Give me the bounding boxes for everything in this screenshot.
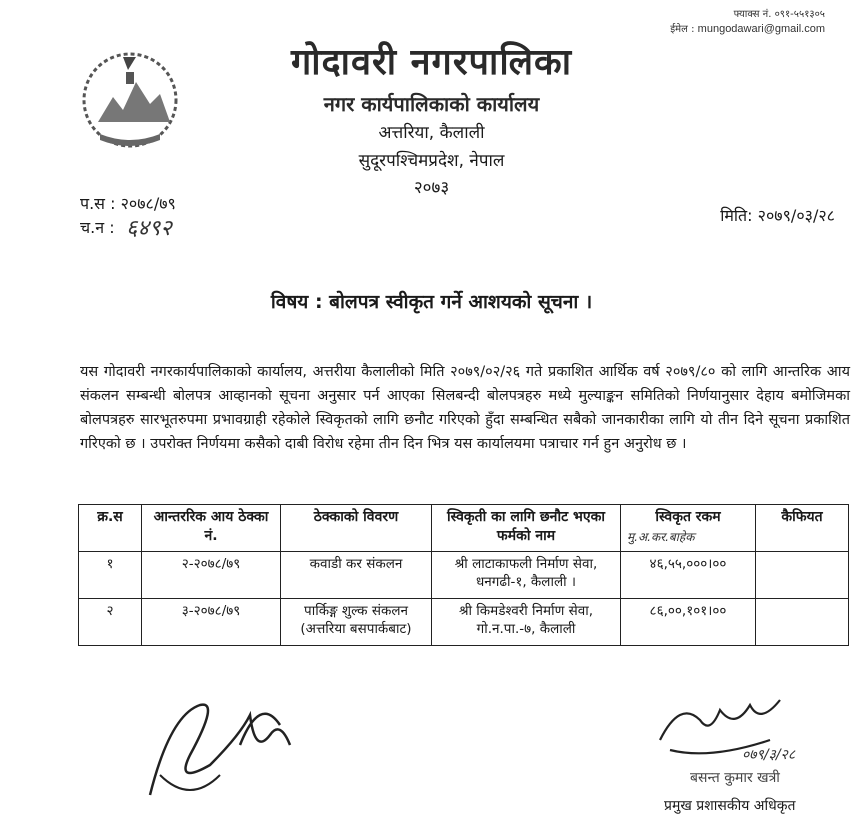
email-label: ईमेल :: [670, 24, 695, 35]
header-description: ठेक्काको विवरण: [281, 505, 432, 552]
signature-left-icon: [130, 675, 330, 815]
email-address: mungodawari@gmail.com: [697, 23, 825, 35]
page-title: गोदावरी नगरपालिका: [290, 42, 573, 83]
amount-handwritten-note: मु.अ.कर.बाहेक: [627, 530, 695, 544]
fax-number: फ्याक्स नं. ०९१-५५१३०५: [733, 9, 825, 20]
signer-name: बसन्त कुमार खत्री: [690, 770, 780, 786]
chalani-number: ६४९२: [126, 216, 172, 241]
subject-line: विषय : बोलपत्र स्वीकृत गर्ने आशयको सूचना ।: [270, 291, 593, 313]
cell-serial: १: [79, 552, 142, 599]
header-serial: क्र.स: [79, 505, 142, 552]
cell-remarks: [756, 552, 849, 599]
header-remarks: कैफियत: [756, 505, 849, 552]
address-line-2: सुदूरपश्चिमप्रदेश, नेपाल: [358, 151, 505, 171]
signature-date: ०७९/३/२८: [742, 747, 796, 763]
signer-title: प्रमुख प्रशासकीय अधिकृत: [664, 798, 796, 814]
cell-contract-no: २-२०७८/७९: [142, 552, 281, 599]
ps-value: २०७८/७९: [120, 194, 176, 213]
established-year: २०७३: [413, 178, 450, 198]
chalani-label: च.न :: [80, 218, 115, 237]
address-line-1: अत्तरिया, कैलाली: [378, 123, 485, 143]
contact-block: [670, 8, 825, 37]
cell-amount: ८६,००,१०१।००: [621, 599, 756, 646]
header-contract-no: आन्तररिक आय ठेक्का नं.: [142, 505, 281, 552]
cell-amount: ४६,५५,०००।००: [621, 552, 756, 599]
table-header-row: [79, 505, 849, 552]
cell-serial: २: [79, 599, 142, 646]
office-subtitle: नगर कार्यपालिकाको कार्यालय: [323, 92, 540, 116]
cell-description: कवाडी कर संकलन: [281, 552, 432, 599]
signature-right-icon: [650, 690, 830, 770]
table-row: [79, 552, 849, 599]
patra-sankhya: [80, 192, 176, 214]
header-amount: स्विकृत रकम: [621, 505, 756, 552]
header-firm-name: स्विकृती का लागि छनौट भएका फर्मको नाम: [432, 505, 621, 552]
table-row: [79, 599, 849, 646]
cell-remarks: [756, 599, 849, 646]
ps-label: प.स :: [80, 194, 116, 213]
tender-table: [78, 504, 849, 646]
cell-firm-name: श्री किमडेश्वरी निर्माण सेवा, गो.न.पा.-७, कैलाली: [432, 599, 621, 646]
cell-contract-no: ३-२०७८/७९: [142, 599, 281, 646]
notice-body: यस गोदावरी नगरकार्यपालिकाको कार्यालय, अत्तरीया कैलालीको मिति २०७९/०२/२६ गते प्रकाशित आर्थिक वर्ष २०७९/८० को लागि आन्तरिक आय संकलन सम्बन्धी बोलपत्र आव्हानको सूचना अनुसार पर्न आएका सिलबन्दी बोलपत्रहरु मध्ये मुल्याङ्कन समितिको निर्णयानुसार देहाय बमोजिमका बोलपत्रहरु सारभूतरुपमा प्रभावग्राही रहेकोले स्विकृतको लागि छनौट गरिएको हुँदा सम्बन्धित सबैको जानकारीका लागि यो तीन दिने सूचना प्रकाशित गरिएको छ । उपरोक्त निर्णयमा कसैको दाबी विरोध रहेमा तीन दिन भित्र यस कार्यालयमा पत्राचार गर्न हुन अनुरोध छ ।: [80, 364, 850, 452]
cell-description: पार्किङ्ग शुल्क संकलन (अत्तरिया बसपार्कबाट): [281, 599, 432, 646]
letter-date: मिति: २०७९/०३/२८: [720, 206, 835, 225]
cell-firm-name: श्री लाटाकाफली निर्माण सेवा, धनगढी-१, कैलाली ।: [432, 552, 621, 599]
